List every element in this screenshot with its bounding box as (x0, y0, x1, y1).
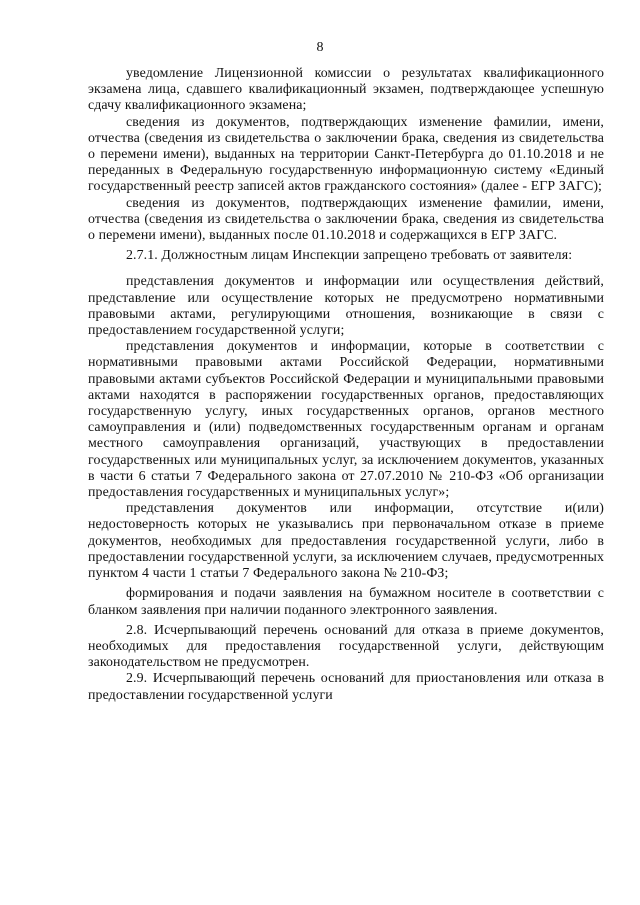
paragraph-2-9: 2.9. Исчерпывающий перечень оснований для приостановления или отказа в предоставлении государственной услуги (88, 671, 604, 703)
paragraph-license-notice: уведомление Лицензионной комиссии о результатах квалификационного экзамена лица, сдавшего квалификационный экзамен, подтверждающее успешную сдачу квалификационного экзамена; (88, 66, 604, 114)
paragraph-name-change-before: сведения из документов, подтверждающих изменение фамилии, имени, отчества (сведения из свидетельства о заключении брака, сведения из свидетельства о перемени имени), выданных на территории Санкт-Петербурга до 01.10.2018 и не переданных в Федеральную государственную информационную систему «Единый государственный реестр записей актов гражданского состояния» (далее - ЕГР ЗАГС); (88, 114, 604, 195)
page-number: 8 (316, 40, 324, 55)
paragraph-paper-application: формирования и подачи заявления на бумажном носителе в соответствии с бланком заявления при наличии поданного электронного заявления. (88, 586, 604, 618)
paragraph-prohibited-documents: представления документов и информации, которые в соответствии с нормативными правовыми актами Российской Федерации, нормативными правовыми актами субъектов Российской Федерации и муниципальными правовыми актами находятся в распоряжении государственных органов, предоставляющих государственную услугу, иных государственных органов, органов местного самоуправления и (или) подведомственных государственным органам и органам местного самоуправления организаций, участвующих в предоставлении государственных или муниципальных услуг, за исключением документов, указанных в части 6 статьи 7 Федерального закона от 27.07.2010 № 210-ФЗ «Об организации предоставления государственных и муниципальных услуг»; (88, 339, 604, 501)
paragraph-prohibited-missing-info: представления документов или информации, отсутствие и(или) недостоверность которых не указывались при первоначальном отказе в приеме документов, необходимых для предоставления государственной услуги, либо в предоставлении государственной услуги, за исключением случаев, предусмотренных пунктом 4 части 1 статьи 7 Федерального закона № 210-ФЗ; (88, 501, 604, 582)
document-body (88, 66, 604, 704)
paragraph-prohibited-actions: представления документов и информации или осуществления действий, представление или осуществление которых не предусмотрено нормативными правовыми актами, регулирующими отношения, возникающие в связи с предоставлением государственной услуги; (88, 274, 604, 339)
paragraph-name-change-after: сведения из документов, подтверждающих изменение фамилии, имени, отчества (сведения из свидетельства о заключении брака, сведения из свидетельства о перемени имени), выданных после 01.10.2018 и содержащихся в ЕГР ЗАГС. (88, 195, 604, 244)
paragraph-2-7-1: 2.7.1. Должностным лицам Инспекции запрещено требовать от заявителя: (126, 248, 573, 264)
paragraph-2-8: 2.8. Исчерпывающий перечень оснований для отказа в приеме документов, необходимых для предоставления государственной услуги, действующим законодательством не предусмотрен. (88, 622, 604, 671)
